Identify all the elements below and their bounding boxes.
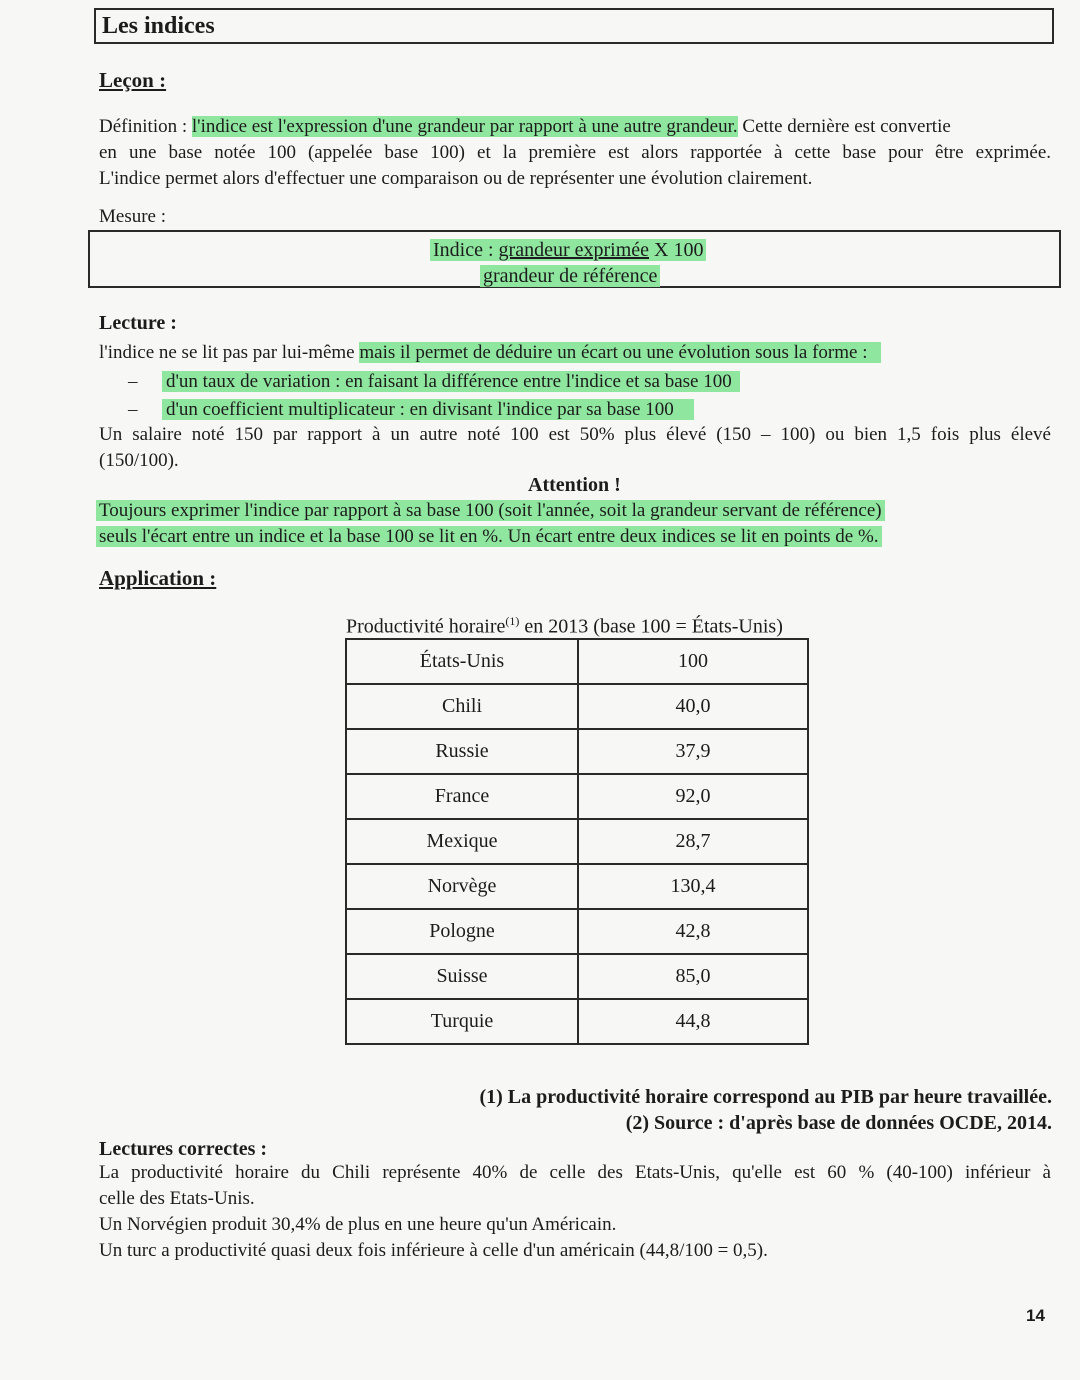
country-cell: Suisse — [346, 954, 578, 999]
bullet-1-text: d'un taux de variation : en faisant la différence entre l'indice et sa base 100 — [162, 371, 740, 392]
application-heading: Application : — [99, 566, 217, 590]
value-cell: 37,9 — [578, 729, 808, 774]
lecture-heading: Lecture : — [99, 312, 177, 334]
bullet-1: – d'un taux de variation : en faisant la différence entre l'indice et sa base 100 — [128, 369, 740, 395]
lecture-intro-plain: l'indice ne se lit pas par lui-même — [99, 342, 360, 363]
warning-line1: Toujours exprimer l'indice par rapport à sa base 100 (soit l'année, soit la grandeur servant de référence) — [96, 500, 885, 521]
definition-rest: Cette dernière est convertie — [737, 116, 951, 137]
definition-line2: en une base notée 100 (appelée base 100) et la première est alors rapportée à cette base pour être exprimée. — [99, 142, 1051, 163]
formula-numerator: grandeur exprimée — [498, 239, 650, 261]
table-note-1: (1) La productivité horaire correspond au PIB par heure travaillée. — [479, 1086, 1052, 1108]
table-row — [346, 684, 808, 729]
country-cell: États-Unis — [346, 639, 578, 684]
definition-label: Définition : — [99, 116, 188, 137]
value-cell: 92,0 — [578, 774, 808, 819]
value-cell: 44,8 — [578, 999, 808, 1044]
formula-denominator: grandeur de référence — [480, 265, 660, 287]
lectures-correctes-heading: Lectures correctes : — [99, 1138, 268, 1160]
table-notes — [479, 1084, 1052, 1136]
bullet-2: – d'un coefficient multiplicateur : en divisant l'indice par sa base 100 — [128, 397, 694, 423]
table-caption-suffix: en 2013 (base 100 = États-Unis) — [519, 615, 783, 638]
table-row — [346, 954, 808, 999]
lectures-line3: Un Norvégien produit 30,4% de plus en une heure qu'un Américain. — [99, 1214, 617, 1235]
page-number: 14 — [1026, 1306, 1045, 1325]
lectures-correctes-paragraph — [99, 1160, 1051, 1264]
value-cell: 40,0 — [578, 684, 808, 729]
title-box — [94, 8, 1054, 44]
country-cell: Chili — [346, 684, 578, 729]
definition-paragraph — [99, 114, 1051, 192]
mesure-label: Mesure : — [99, 206, 167, 227]
example-line2: (150/100). — [99, 450, 179, 471]
bullet-2-text: d'un coefficient multiplicateur : en divisant l'indice par sa base 100 — [162, 399, 694, 420]
table-caption-sup: (1) — [505, 614, 520, 628]
country-cell: Russie — [346, 729, 578, 774]
definition-highlight: l'indice est l'expression d'une grandeur par rapport à une autre grandeur. — [191, 116, 738, 137]
formula-multiplier: X 100 — [649, 239, 704, 261]
table-row — [346, 909, 808, 954]
page-title: Les indices — [102, 13, 215, 39]
productivity-table — [345, 638, 809, 1045]
lectures-line2: celle des Etats-Unis. — [99, 1188, 255, 1209]
warning-paragraph — [96, 498, 885, 550]
lecture-intro — [99, 340, 881, 366]
table-row — [346, 774, 808, 819]
value-cell: 28,7 — [578, 819, 808, 864]
example-line1: Un salaire noté 150 par rapport à un autre noté 100 est 50% plus élevé (150 – 100) ou bien 1,5 fois plus élevé — [99, 424, 1051, 445]
lecture-intro-highlight: mais il permet de déduire un écart ou une évolution sous la forme : — [359, 342, 881, 363]
warning-line2: seuls l'écart entre un indice et la base 100 se lit en %. Un écart entre deux indices se lit en points de %. — [96, 526, 882, 547]
formula — [430, 237, 706, 263]
example-paragraph — [99, 422, 1051, 474]
lectures-line4: Un turc a productivité quasi deux fois inférieure à celle d'un américain (44,8/100 = 0,5). — [99, 1240, 768, 1261]
table-row — [346, 639, 808, 684]
table-caption-prefix: Productivité horaire — [346, 615, 506, 638]
value-cell: 100 — [578, 639, 808, 684]
table-caption — [346, 614, 783, 639]
table-row — [346, 864, 808, 909]
attention-label: Attention ! — [528, 474, 621, 496]
definition-line3: L'indice permet alors d'effectuer une comparaison ou de représenter une évolution clairement. — [99, 168, 813, 189]
value-cell: 42,8 — [578, 909, 808, 954]
lecon-heading: Leçon : — [99, 68, 167, 92]
value-cell: 130,4 — [578, 864, 808, 909]
formula-denominator-wrap — [480, 263, 660, 289]
lectures-line1: La productivité horaire du Chili représente 40% de celle des Etats-Unis, qu'elle est 60 % (40-100) inférieur à — [99, 1162, 1051, 1183]
table-row — [346, 819, 808, 864]
table-row — [346, 729, 808, 774]
country-cell: Turquie — [346, 999, 578, 1044]
country-cell: Norvège — [346, 864, 578, 909]
country-cell: Pologne — [346, 909, 578, 954]
country-cell: Mexique — [346, 819, 578, 864]
value-cell: 85,0 — [578, 954, 808, 999]
table-row — [346, 999, 808, 1044]
table-note-2: (2) Source : d'après base de données OCDE, 2014. — [625, 1112, 1052, 1134]
country-cell: France — [346, 774, 578, 819]
formula-prefix: Indice : — [433, 239, 499, 261]
